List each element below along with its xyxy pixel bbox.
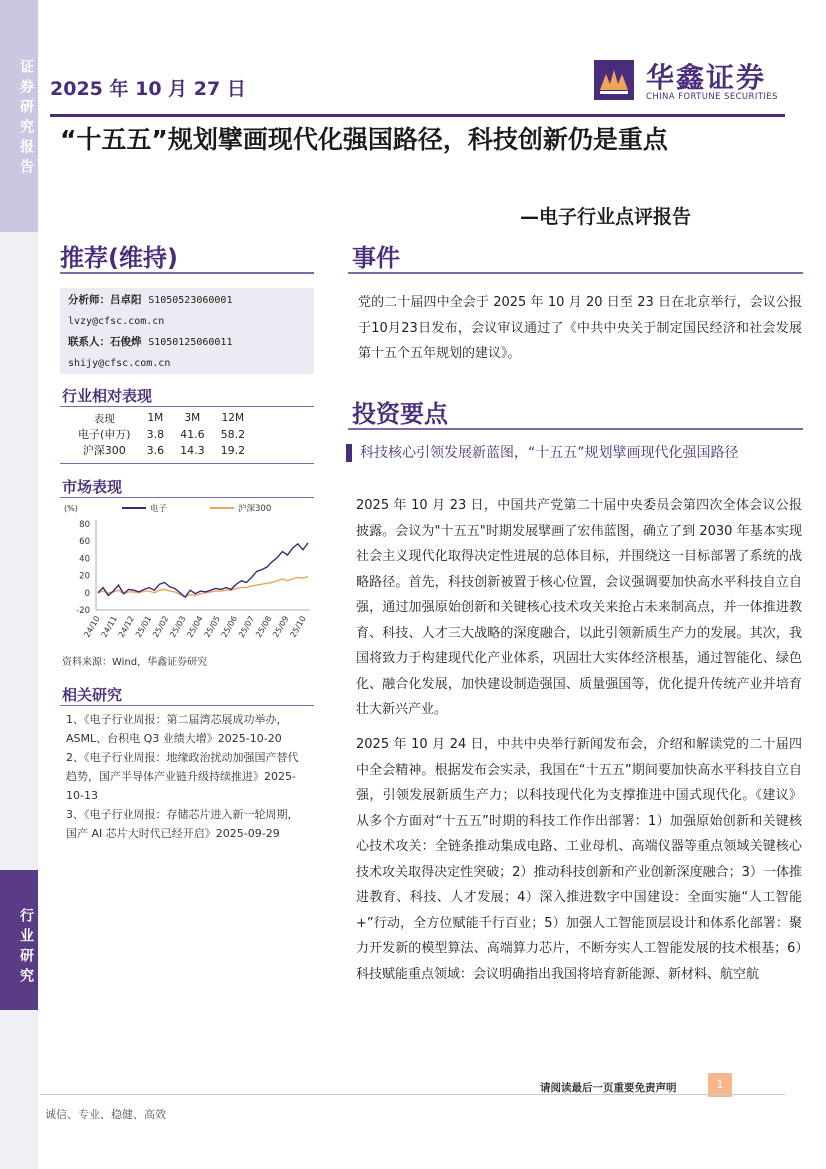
perf-rule: [60, 406, 314, 407]
perf-cell: 3.6: [146, 443, 165, 457]
chart-source: 资料来源：Wind，华鑫证券研究: [62, 657, 208, 668]
analyst-1-code: S1050523060001: [148, 295, 233, 306]
analyst-2-name: 联系人：石俊烨: [68, 336, 142, 348]
series-line-electronics: [98, 543, 308, 597]
related-title: 相关研究: [62, 686, 123, 704]
x-tick-label: 25/03: [168, 614, 188, 639]
footer-slogan: 诚信、专业、稳健、高效: [45, 1108, 166, 1121]
logo-text-en: CHINA FORTUNE SECURITIES: [646, 92, 778, 102]
perf-cell: 电子(申万): [78, 428, 131, 441]
analyst-2-code: S1050125060011: [148, 337, 233, 348]
page-number: 1: [708, 1073, 732, 1097]
perf-rule-bottom: [60, 463, 314, 464]
related-item[interactable]: 3、《电子行业周报：存储芯片进入新一轮周期，国产 AI 芯片大时代已经开启》2025-09-29: [66, 808, 299, 840]
perf-title: 行业相对表现: [62, 387, 153, 405]
invest-paragraph-1: 2025 年 10 月 23 日，中国共产党第二十届中央委员会第四次全体会议公报披露。会议为"十五五"时期发展擘画了宏伟蓝图，确立了到 2030 年基本实现社会主义现代化取得决定性进展的总体目标，并围绕这一目标部署了系统的战略路径。首先，科技创新被置于核心位置，会议强调要加快高水平科技自立自强，通过加强原始创新和关键核心技术攻关来抢占未来制高点，并一体推进教育、科技、人才三大战略的深度融合，以此引领新质生产力的发展。其次，我国将致力于构建现代化产业体系，巩固壮大实体经济根基，通过智能化、绿色化、融合化发展，加快建设制造强国、质量强国等，优化提升传统产业并培育壮大新兴产业。: [356, 498, 802, 717]
bullet-title: 科技核心引领发展新蓝图，“十五五”规划擘画现代化强国路径: [360, 445, 739, 461]
x-tick-label: 24/11: [99, 614, 119, 639]
report-title: “十五五”规划擘画现代化强国路径，科技创新仍是重点: [60, 125, 668, 154]
y-tick-label: 20: [79, 571, 90, 582]
perf-cell: 沪深300: [82, 444, 126, 457]
y-tick-label: 80: [79, 520, 90, 530]
analyst-1-name: 分析师：吕卓阳: [68, 294, 142, 306]
y-tick-label: 40: [79, 554, 90, 565]
y-axis-label: (%): [64, 504, 78, 513]
analyst-1-email[interactable]: lvzy@cfsc.com.cn: [68, 316, 165, 327]
rating-rule: [60, 272, 314, 274]
bullet-marker-icon: [346, 444, 352, 462]
invest-title: 投资要点: [352, 400, 448, 428]
invest-bullet: [346, 441, 804, 465]
rating: 推荐(维持): [60, 244, 178, 272]
series-line-hs300: [98, 577, 308, 598]
event-title: 事件: [352, 244, 400, 272]
invest-rule: [348, 428, 803, 430]
market-chart: [60, 498, 316, 648]
perf-header: 1M: [147, 412, 164, 424]
x-tick-label: 24/10: [82, 614, 102, 639]
x-tick-label: 25/02: [151, 614, 171, 639]
legend-label: 电子: [150, 504, 168, 514]
logo-text: 华鑫证券: [646, 61, 767, 94]
footer-rule: [40, 1094, 785, 1095]
perf-header: 表现: [93, 412, 115, 425]
disclaimer-note: 请阅读最后一页重要免责声明: [540, 1082, 677, 1094]
x-tick-label: 25/04: [185, 614, 205, 639]
perf-cell: 14.3: [180, 443, 205, 457]
x-tick-label: 25/06: [219, 614, 240, 639]
perf-cell: 3.8: [146, 427, 165, 441]
y-tick-label: -20: [76, 606, 90, 616]
analyst-box: [60, 288, 314, 374]
y-tick-label: 60: [79, 537, 90, 548]
event-text: 党的二十届四中全会于 2025 年 10 月 20 日至 23 日在北京举行，会议公报于10月23日发布，会议审议通过了《中共中央关于制定国民经济和社会发展第十五个五年规划的建议》。: [358, 295, 802, 361]
related-list: [66, 710, 308, 843]
logo-mark-icon: [594, 60, 634, 100]
x-tick-label: 25/08: [254, 614, 274, 639]
legend-label: 沪深300: [238, 504, 272, 514]
x-tick-label: 25/01: [133, 614, 154, 639]
related-item[interactable]: 2、《电子行业周报：地缘政治扰动加强国产替代趋势，国产半导体产业链升级持续推进》2025-10-13: [66, 751, 299, 802]
x-tick-label: 25/09: [271, 614, 291, 639]
perf-cell: 19.2: [220, 443, 246, 457]
perf-header: 3M: [184, 412, 201, 424]
market-title: 市场表现: [62, 478, 123, 496]
perf-header: 12M: [221, 412, 245, 424]
side-label-mid: 行业研究: [18, 908, 34, 988]
invest-paragraph-2: 2025 年 10 月 24 日，中共中央举行新闻发布会，介绍和解读党的二十届四中全会精神。根据发布会实录，我国在“十五五”期间要加快高水平科技自立自强，引领发展新质生产力；以科技现代化为支撑推进中国式现代化。《建议》从多个方面对“十五五”时期的科技工作作出部署：1）加强原始创新和关键核心技术攻关：全链条推动集成电路、工业母机、高端仪器等重点领域关键核心技术攻关取得决定性突破；2）推动科技创新和产业创新深度融合；3）一体推进教育、科技、人才发展；4）深入推进数字中国建设：全面实施“人工智能+”行动，全方位赋能千行百业；5）加强人工智能顶层设计和体系化部署：聚力开发新的模型算法、高端算力芯片，不断夯实人工智能发展的技术根基；6）科技赋能重点领域：会议明确指出我国将培育新能源、新材料、航空航: [356, 737, 802, 982]
x-tick-label: 25/07: [236, 614, 257, 639]
event-rule: [348, 272, 803, 274]
analyst-2-email[interactable]: shijy@cfsc.com.cn: [68, 358, 171, 369]
report-date: 2025 年 10 月 27 日: [50, 78, 246, 100]
header-rule: [50, 114, 785, 117]
x-tick-label: 24/12: [116, 614, 137, 639]
related-rule: [60, 705, 314, 706]
side-label-top: 证券研究报告: [18, 59, 34, 179]
x-tick-label: 25/10: [288, 614, 308, 639]
report-subtitle: —电子行业点评报告: [520, 206, 692, 228]
perf-cell: 58.2: [220, 427, 246, 441]
perf-cell: 41.6: [180, 427, 205, 441]
x-tick-label: 25/05: [202, 614, 222, 639]
y-tick-label: 0: [84, 588, 90, 599]
related-item[interactable]: 1、《电子行业周报：第二届湾芯展成功举办，ASML、台积电 Q3 业绩大增》2025-10-20: [66, 713, 288, 745]
perf-table: [70, 410, 253, 458]
